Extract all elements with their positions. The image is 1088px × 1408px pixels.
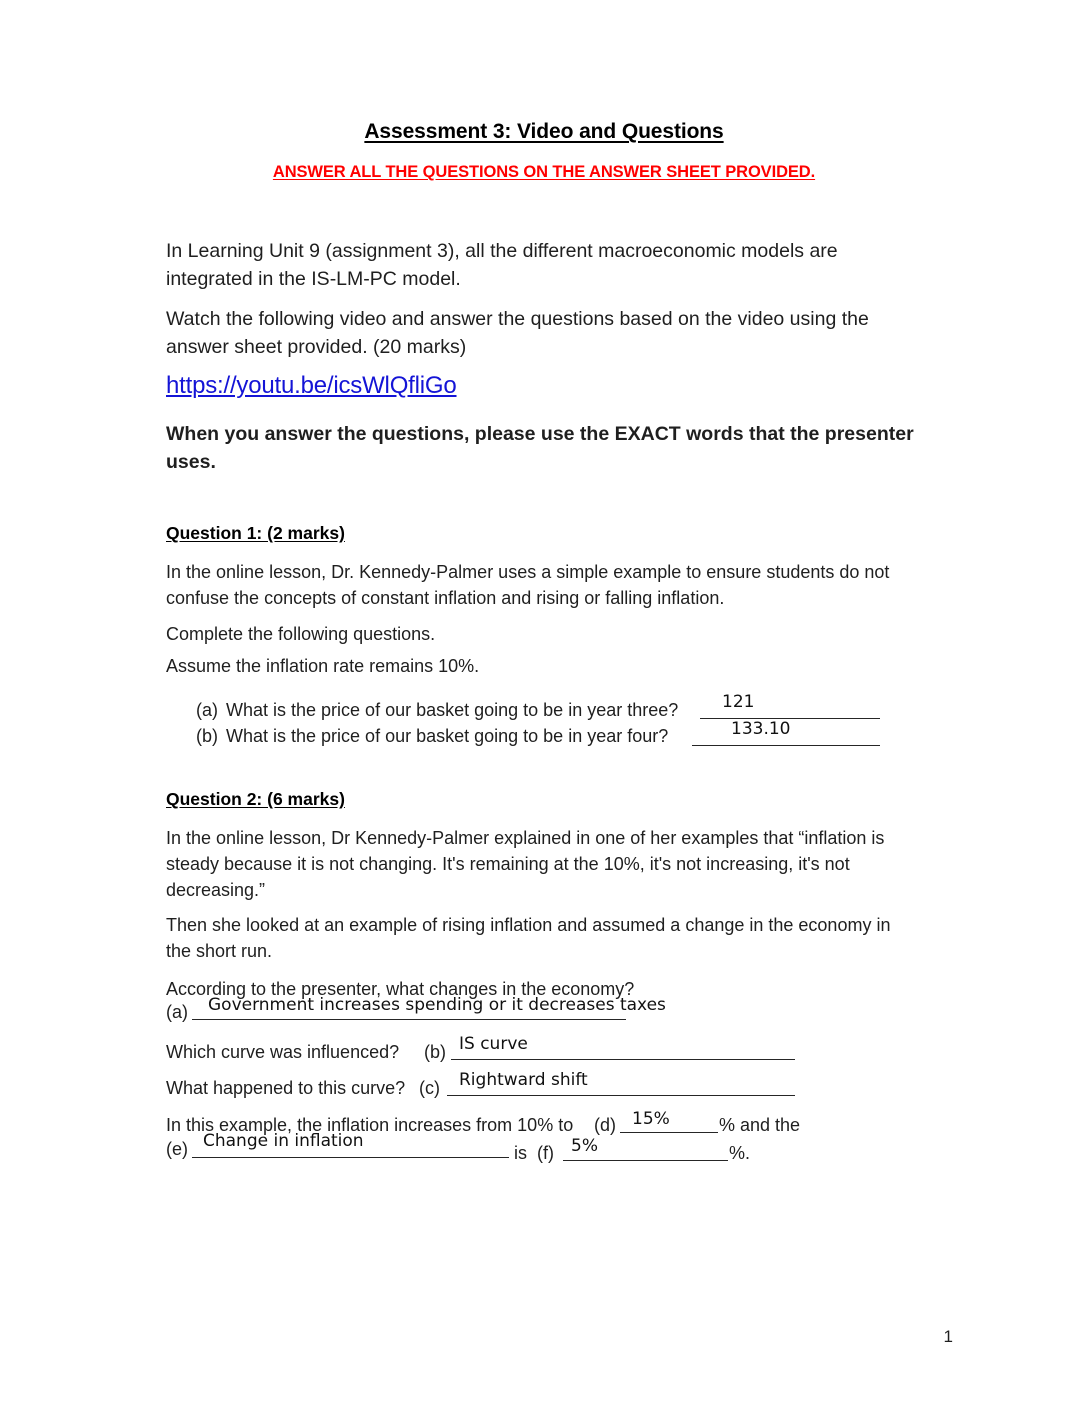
question-1-paragraph-1: In the online lesson, Dr. Kennedy-Palmer uses a simple example to ensure students do not confuse the concepts of constant inflation and rising or falling inflation. — [166, 562, 890, 608]
question-2-item-c-answer[interactable]: Rightward shift — [459, 1070, 588, 1090]
question-1-item-b-blank-line[interactable] — [692, 745, 880, 746]
question-2-item-a-answer[interactable]: Government increases spending or it decreases taxes — [208, 995, 666, 1015]
question-1-paragraph-3: Assume the inflation rate remains 10%. — [166, 656, 480, 676]
question-2-item-b-blank-line[interactable] — [451, 1059, 795, 1060]
question-2-paragraph-2: Then she looked at an example of rising inflation and assumed a change in the economy in the short run. — [166, 915, 891, 961]
question-2-heading-text: Question 2: (6 marks) — [166, 789, 345, 809]
intro-paragraph-2: Watch the following video and answer the questions based on the video using the answer sheet provided. (20 marks) — [166, 308, 869, 358]
question-1-item-b-marker: (b) — [196, 726, 218, 746]
question-2-item-e-answer[interactable]: Change in inflation — [203, 1131, 364, 1151]
question-2-item-d-answer[interactable]: 15% — [632, 1109, 670, 1129]
question-2-item-c-blank-line[interactable] — [447, 1095, 795, 1096]
question-2-paragraph-1: In the online lesson, Dr Kennedy-Palmer explained in one of her examples that “inflation is steady because it is not changing. It's remaining at the 10%, it's not increasing, it's not decreasing.” — [166, 828, 885, 900]
page-number: 1 — [943, 1327, 953, 1346]
question-2-item-e-blank-line[interactable] — [192, 1157, 509, 1158]
question-1-item-b-answer[interactable]: 133.10 — [731, 719, 791, 739]
question-2-item-f-answer[interactable]: 5% — [571, 1136, 598, 1156]
question-2-sentence-d-tail: % and the — [719, 1115, 801, 1135]
question-2-item-b-marker: (b) — [424, 1042, 446, 1062]
question-2-item-c-marker: (c) — [419, 1078, 440, 1098]
exact-words-instruction: When you answer the questions, please use the EXACT words that the presenter uses. — [166, 423, 914, 473]
question-1-heading-text: Question 1: (2 marks) — [166, 523, 345, 543]
question-2-item-c-prompt: What happened to this curve? — [166, 1078, 406, 1098]
page-title — [0, 120, 1088, 144]
question-2-item-d-marker: (d) — [594, 1115, 616, 1135]
question-2-item-b-prompt: Which curve was influenced? — [166, 1042, 400, 1062]
question-2-item-a-marker: (a) — [166, 1002, 188, 1022]
question-2-heading — [166, 789, 345, 810]
page-subtitle — [0, 163, 1088, 182]
page-title-text: Assessment 3: Video and Questions — [364, 120, 724, 143]
intro-paragraph-1: In Learning Unit 9 (assignment 3), all the different macroeconomic models are integrated in the IS-LM-PC model. — [166, 240, 838, 290]
question-1-item-a-prompt: What is the price of our basket going to be in year three? — [226, 700, 679, 720]
question-1-item-b — [196, 723, 668, 749]
question-2-sentence-e-tail: %. — [729, 1143, 751, 1163]
page-subtitle-text: ANSWER ALL THE QUESTIONS ON THE ANSWER SHEET PROVIDED. — [272, 163, 816, 181]
question-2-economy-prompt: According to the presenter, what changes in the economy? — [166, 979, 635, 999]
question-1-item-b-prompt: What is the price of our basket going to be in year four? — [226, 726, 669, 746]
question-1-heading — [166, 523, 345, 544]
question-2-item-a-blank-line[interactable] — [192, 1019, 626, 1020]
question-1-item-a-marker: (a) — [196, 700, 218, 720]
video-link[interactable]: https://youtu.be/icsWlQfliGo — [166, 372, 457, 399]
question-1-item-a — [196, 697, 678, 723]
question-2-sentence-e-middle: is — [514, 1143, 527, 1163]
question-2-item-b-answer[interactable]: IS curve — [459, 1034, 528, 1054]
question-1-paragraph-2: Complete the following questions. — [166, 624, 436, 644]
question-2-item-d-blank-line[interactable] — [620, 1132, 718, 1133]
question-2-item-f-marker: (f) — [537, 1143, 554, 1163]
question-2-sentence-d-lead: In this example, the inflation increases from 10% to — [166, 1115, 574, 1135]
question-2-item-e-marker: (e) — [166, 1139, 188, 1159]
question-2-item-f-blank-line[interactable] — [563, 1160, 728, 1161]
question-1-item-a-answer[interactable]: 121 — [722, 692, 755, 712]
